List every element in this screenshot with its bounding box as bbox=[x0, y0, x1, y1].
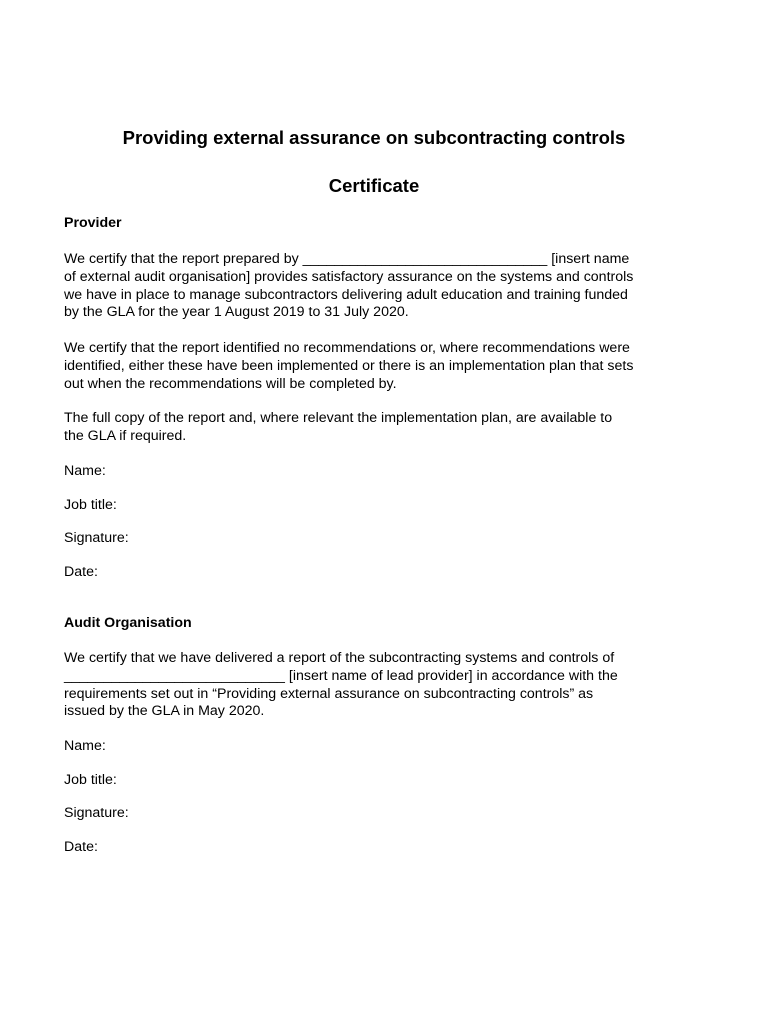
audit-certification-paragraph: We certify that we have delivered a report of the subcontracting systems and controls of ____________________________ [insert name of lead provider] in accordance with the requirements set out in “Providing external assurance on subcontracting controls” as issued by the GLA in May 2020. bbox=[64, 650, 618, 720]
audit-name-label: Name: bbox=[64, 738, 106, 754]
provider-certification-paragraph: We certify that the report prepared by _______________________________ [insert name of external audit organisation] provides satisfactory assurance on the systems and controls we have in place to manage subcontractors delivering adult education and training funded by the GLA for the year 1 August 2019 to 31 July 2020. bbox=[64, 251, 634, 321]
audit-signature-label: Signature: bbox=[64, 805, 129, 821]
document-subtitle: Certificate bbox=[328, 175, 420, 196]
audit-organisation-heading: Audit Organisation bbox=[64, 615, 192, 631]
provider-job-title-label: Job title: bbox=[64, 497, 117, 513]
provider-signature-label: Signature: bbox=[64, 530, 129, 546]
provider-name-label: Name: bbox=[64, 463, 106, 479]
document-title: Providing external assurance on subcontracting controls bbox=[122, 127, 626, 148]
audit-job-title-label: Job title: bbox=[64, 772, 117, 788]
provider-recommendations-paragraph: We certify that the report identified no recommendations or, where recommendations were identified, either these have been implemented or there is an implementation plan that sets out when the recommendations will be completed by. bbox=[64, 340, 634, 392]
provider-heading: Provider bbox=[64, 215, 122, 231]
provider-date-label: Date: bbox=[64, 564, 98, 580]
provider-report-availability-paragraph: The full copy of the report and, where relevant the implementation plan, are available to the GLA if required. bbox=[64, 410, 613, 444]
audit-date-label: Date: bbox=[64, 839, 98, 855]
